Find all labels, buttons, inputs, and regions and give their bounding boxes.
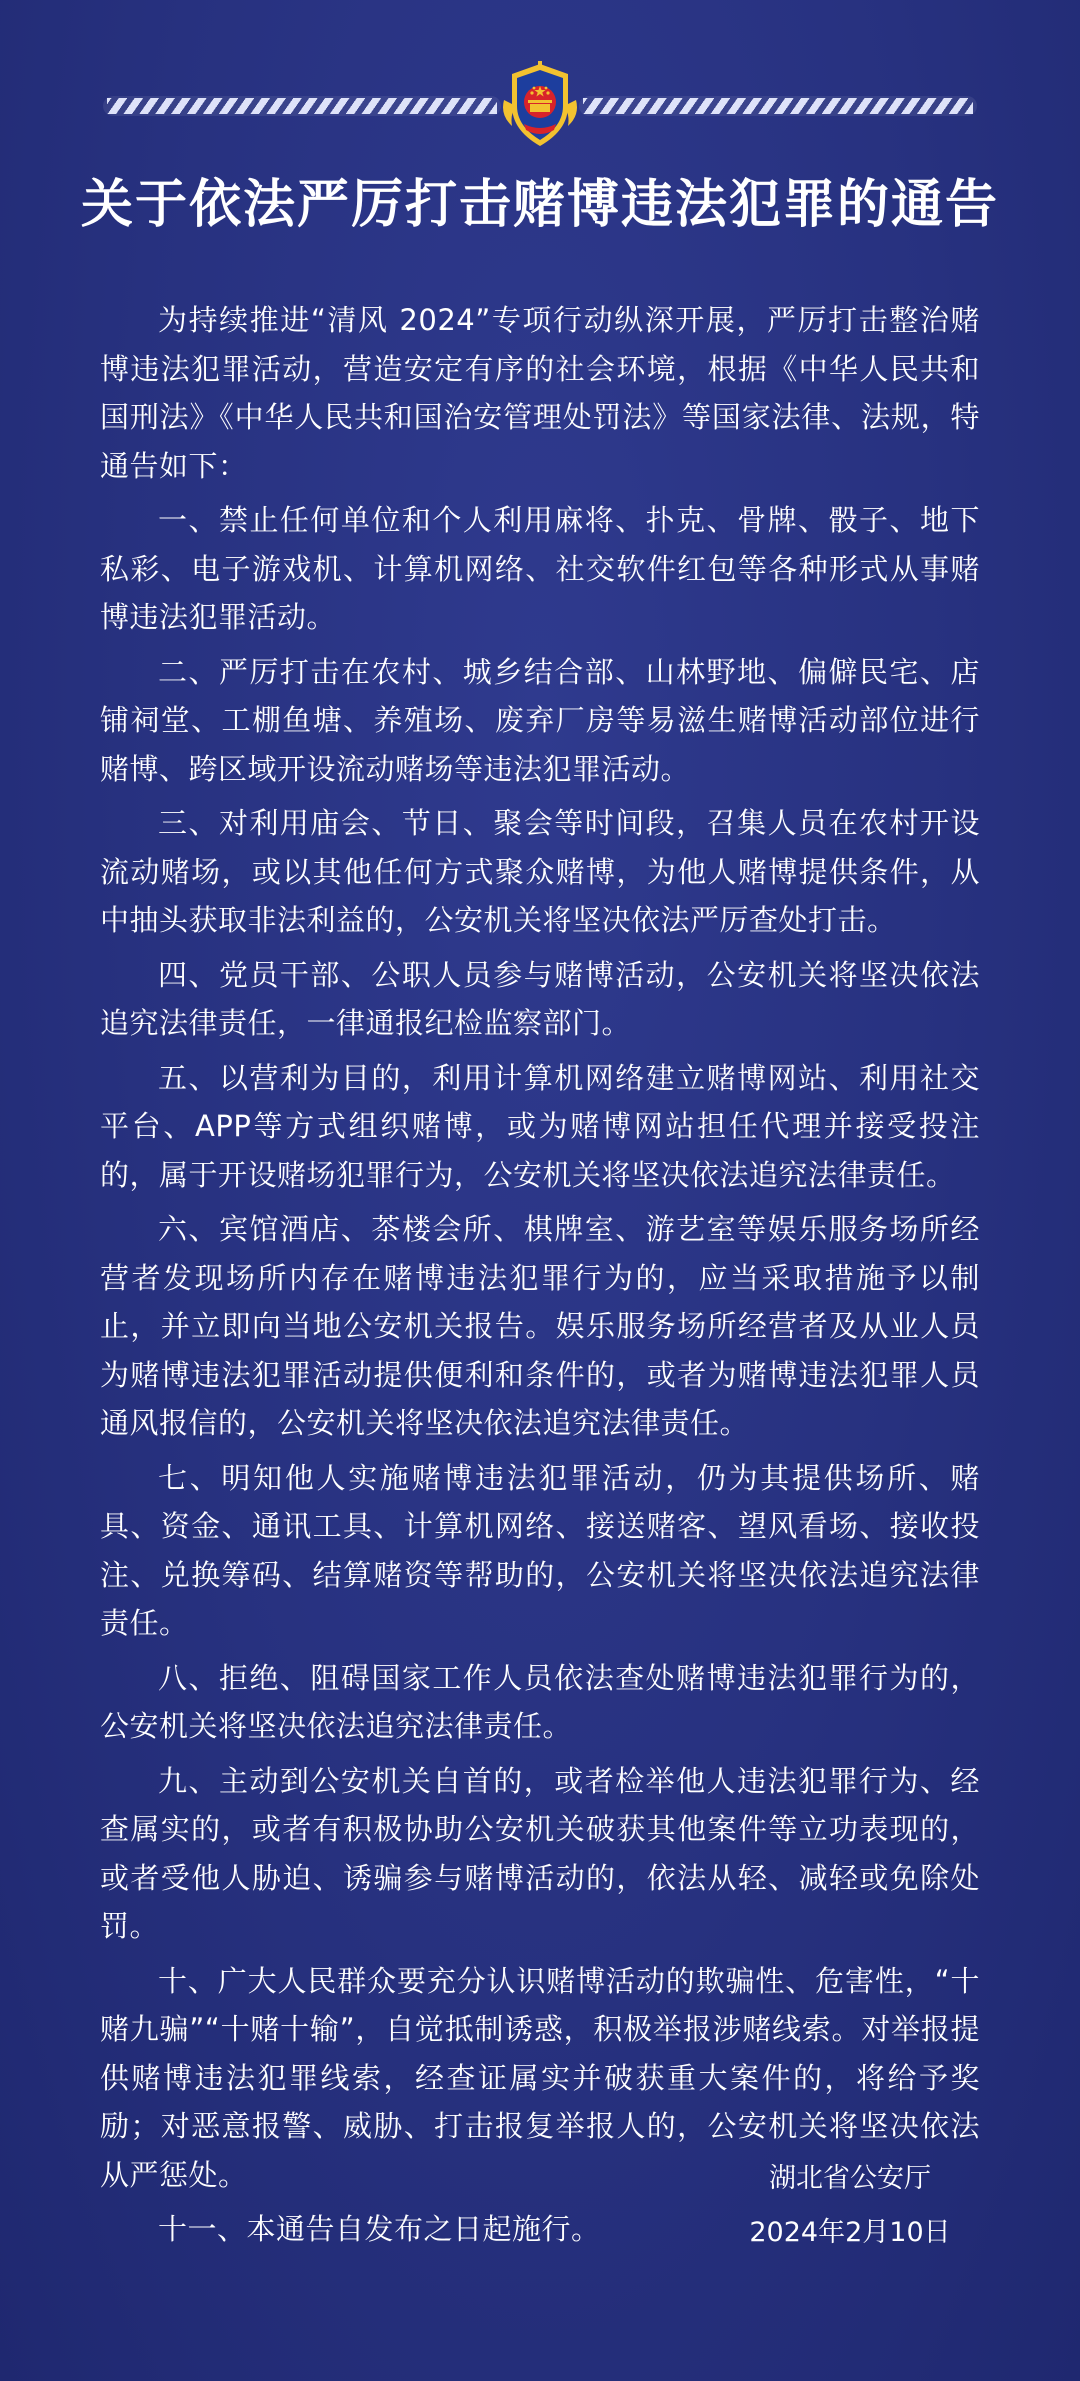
intro-paragraph: 为持续推进“清风 2024”专项行动纵深开展，严厉打击整治赌博违法犯罪活动，营造安定有序的社会环境，根据《中华人民共和国刑法》《中华人民共和国治安管理处罚法》等国家法律、法规，特通告如下：	[100, 303, 980, 483]
right-stripe-decoration	[583, 98, 973, 114]
clause-10: 十、广大人民群众要充分认识赌博活动的欺骗性、危害性，“十赌九骗”“十赌十输”，自觉抵制诱惑，积极举报涉赌线索。对举报提供赌博违法犯罪线索，经查证属实并破获重大案件的，将给予奖励；对恶意报警、威胁、打击报复举报人的，公安机关将坚决依法从严惩处。	[100, 1963, 980, 2192]
clause-8: 八、拒绝、阻碍国家工作人员依法查处赌博违法犯罪行为的，公安机关将坚决依法追究法律责任。	[100, 1660, 980, 1743]
left-stripe-decoration	[107, 98, 497, 114]
notice-body	[100, 296, 980, 2260]
issuer-name: 湖北省公安厅	[769, 2163, 931, 2194]
clause-5: 五、以营利为目的，利用计算机网络建立赌博网站、利用社交平台、APP等方式组织赌博，或为赌博网站担任代理并接受投注的，属于开设赌场犯罪行为，公安机关将坚决依法追究法律责任。	[100, 1060, 980, 1192]
clause-4: 四、党员干部、公职人员参与赌博活动，公安机关将坚决依法追究法律责任，一律通报纪检监察部门。	[100, 957, 980, 1040]
clause-9: 九、主动到公安机关自首的，或者检举他人违法犯罪行为、经查属实的，或者有积极协助公安机关破获其他案件等立功表现的，或者受他人胁迫、诱骗参与赌博活动的，依法从轻、减轻或免除处罚。	[100, 1763, 980, 1943]
notice-title: 关于依法严厉打击赌博违法犯罪的通告	[80, 175, 999, 235]
issue-date: 2024年2月10日	[749, 2217, 951, 2248]
clause-7: 七、明知他人实施赌博违法犯罪活动，仍为其提供场所、赌具、资金、通讯工具、计算机网络、接送赌客、望风看场、接收投注、兑换筹码、结算赌资等帮助的，公安机关将坚决依法追究法律责任。	[100, 1460, 980, 1640]
police-emblem-icon	[498, 60, 582, 150]
clause-2: 二、严厉打击在农村、城乡结合部、山林野地、偏僻民宅、店铺祠堂、工棚鱼塘、养殖场、废弃厂房等易滋生赌博活动部位进行赌博、跨区域开设流动赌场等违法犯罪活动。	[100, 654, 980, 786]
clause-1: 一、禁止任何单位和个人利用麻将、扑克、骨牌、骰子、地下私彩、电子游戏机、计算机网络、社交软件红包等各种形式从事赌博违法犯罪活动。	[100, 503, 980, 634]
clause-6: 六、宾馆酒店、茶楼会所、棋牌室、游艺室等娱乐服务场所经营者发现场所内存在赌博违法犯罪行为的，应当采取措施予以制止，并立即向当地公安机关报告。娱乐服务场所经营者及从业人员为赌博违法犯罪活动提供便利和条件的，或者为赌博违法犯罪人员通风报信的，公安机关将坚决依法追究法律责任。	[100, 1212, 980, 1440]
header-band	[0, 60, 1080, 150]
signature-block	[700, 2152, 1000, 2260]
clause-11: 十一、本通告自发布之日起施行。	[158, 2212, 601, 2246]
clause-3: 三、对利用庙会、节日、聚会等时间段，召集人员在农村开设流动赌场，或以其他任何方式聚众赌博，为他人赌博提供条件，从中抽头获取非法利益的，公安机关将坚决依法严厉查处打击。	[100, 806, 980, 937]
